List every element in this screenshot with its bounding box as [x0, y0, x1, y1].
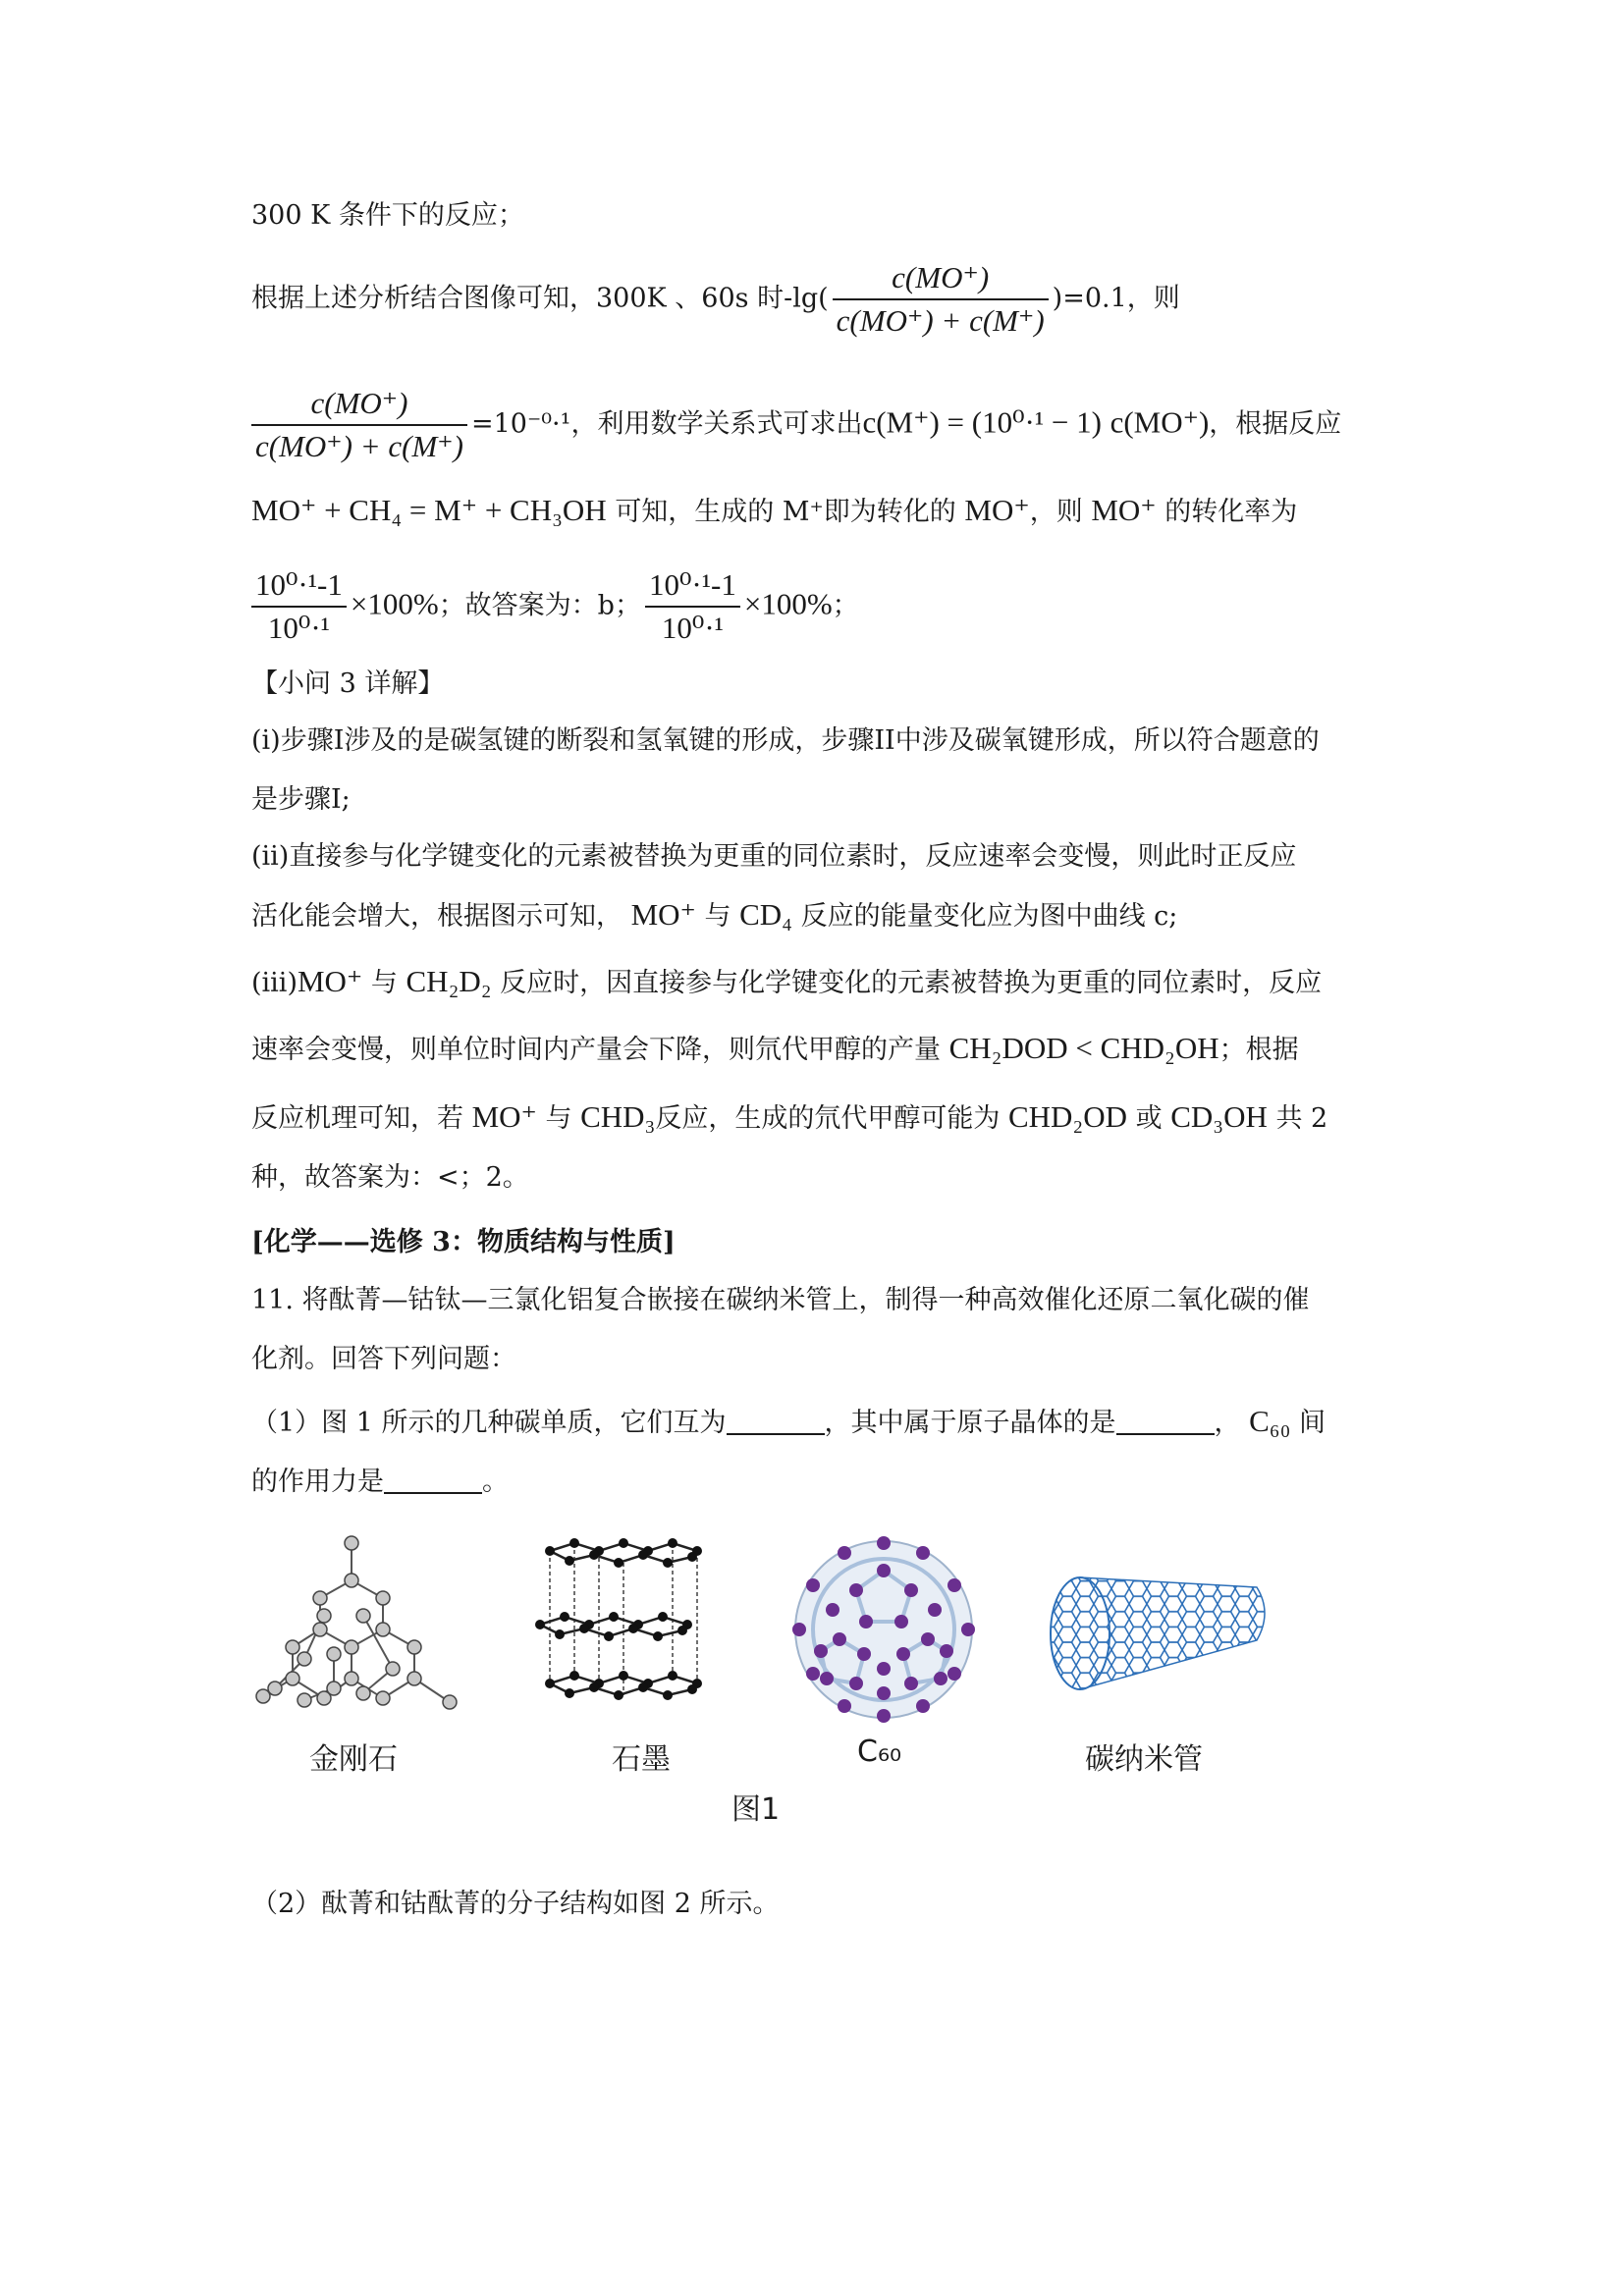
- formula: ×100%: [743, 586, 833, 621]
- text: 或: [1135, 1103, 1163, 1134]
- paragraph-lg-expression: [251, 257, 1180, 342]
- text: 反应时，因直接参与化学键变化的元素被替换为更重的同位素时，反应: [500, 968, 1323, 998]
- fraction-numerator: 10⁰·¹-1: [648, 567, 736, 602]
- text: 速率会变慢，则单位时间内产量会下降，则氘代甲醇的产量: [251, 1035, 941, 1065]
- fraction-numerator: 10⁰·¹-1: [255, 567, 343, 602]
- paragraph-step-ii-cont: [251, 895, 1177, 936]
- text: 可知，生成的 M⁺即为转化的: [615, 497, 956, 527]
- question-2: （2）酞菁和钴酞菁的分子结构如图 2 所示。: [251, 1889, 780, 1919]
- figure-label-graphite: 石墨: [612, 1742, 671, 1777]
- paragraph-ratio-equation: [251, 383, 1341, 467]
- text: 反应，生成的氘代甲醇可能为: [655, 1103, 1001, 1134]
- formula: MO⁺: [471, 1099, 537, 1134]
- text: 共 2: [1275, 1103, 1328, 1134]
- figure-caption: 图1: [731, 1792, 781, 1827]
- text: 活化能会增大，根据图示可知，: [251, 901, 623, 932]
- text: 的作用力是: [251, 1467, 384, 1497]
- question-1: [251, 1402, 1326, 1443]
- figure-label-c60: C₆₀: [857, 1735, 901, 1769]
- answer-blank[interactable]: [384, 1492, 482, 1494]
- formula: c(M⁺) = (10⁰·¹ − 1): [862, 404, 1102, 440]
- text: 的转化率为: [1164, 497, 1298, 527]
- formula: MO⁺: [1091, 493, 1157, 527]
- paragraph-reaction-condition: 300 K 条件下的反应；: [251, 200, 524, 231]
- question-11-intro-cont: 化剂。回答下列问题：: [251, 1344, 516, 1374]
- fraction-denominator: 10⁰·¹: [251, 606, 347, 649]
- fraction-denominator: c(MO⁺) + c(M⁺): [251, 424, 467, 467]
- graphite-structure-image: [520, 1522, 717, 1718]
- formula: CH₂DOD < CHD₂OH: [948, 1031, 1219, 1065]
- text-lead: 根据上述分析结合图像可知，300K 、60s 时-lg(: [251, 283, 829, 314]
- formula: MO⁺: [964, 493, 1030, 527]
- text: 与: [370, 968, 398, 998]
- text: ，其中属于原子晶体的是: [824, 1408, 1116, 1438]
- diamond-structure-image: [245, 1531, 481, 1728]
- paragraph-step-i: (i)步骤I涉及的是碳氢键的断裂和氢氧键的形成，步骤II中涉及碳氧键形成，所以符合题意的: [251, 725, 1320, 756]
- text-mid: =10⁻⁰·¹，利用数学关系式可求出: [471, 408, 863, 440]
- text: 间: [1299, 1408, 1326, 1438]
- paragraph-step-ii: (ii)直接参与化学键变化的元素被替换为更重的同位素时，反应速率会变慢，则此时正反应: [251, 841, 1297, 872]
- formula: CHD₂OD: [1007, 1099, 1128, 1134]
- text: ，则: [1029, 497, 1083, 527]
- fraction: [645, 564, 740, 649]
- formula: CHD₃: [580, 1099, 656, 1134]
- fraction-numerator: c(MO⁺): [892, 260, 990, 294]
- formula: MO⁺ + CH₄ = M⁺ + CH₃OH: [251, 493, 607, 527]
- formula: MO⁺: [297, 964, 363, 998]
- fraction: [251, 383, 467, 467]
- text: ，: [1214, 1408, 1241, 1438]
- answer-blank[interactable]: [727, 1433, 825, 1435]
- answer-blank[interactable]: [1116, 1433, 1215, 1435]
- text-tail: )=0.1，则: [1052, 283, 1180, 314]
- fraction-denominator: c(MO⁺) + c(M⁺): [833, 298, 1049, 342]
- text: 反应的能量变化应为图中曲线 c;: [800, 901, 1178, 932]
- text: 与: [545, 1103, 572, 1134]
- c60-structure-image: [785, 1531, 982, 1728]
- formula: CD₄: [739, 897, 792, 932]
- text: 。: [482, 1467, 509, 1497]
- figure-label-diamond: 金刚石: [309, 1742, 398, 1777]
- formula: CD₃OH: [1170, 1099, 1268, 1134]
- question-1-cont: [251, 1463, 509, 1502]
- figure-label-nanotube: 碳纳米管: [1085, 1742, 1203, 1777]
- question-11-intro: 11. 将酞菁—钴钛—三氯化铝复合嵌接在碳纳米管上，制得一种高效催化还原二氧化碳的催: [251, 1285, 1310, 1315]
- section-heading: [化学——选修 3：物质结构与性质]: [251, 1227, 676, 1257]
- heading-subquestion-3: 【小问 3 详解】: [251, 668, 445, 699]
- formula: ×100%: [350, 586, 439, 621]
- paragraph-step-iii: [251, 962, 1322, 1003]
- fraction: [251, 564, 347, 649]
- paragraph-step-i-cont: 是步骤I;: [251, 784, 351, 815]
- text: 反应机理可知，若: [251, 1103, 463, 1134]
- text: (iii): [251, 968, 298, 998]
- text: ；: [832, 590, 859, 621]
- paragraph-answer: 种，故答案为：<；2。: [251, 1162, 529, 1193]
- paragraph-reaction-equation: [251, 491, 1297, 532]
- paragraph-mechanism: [251, 1097, 1327, 1139]
- formula: C₆₀: [1249, 1404, 1291, 1438]
- formula: MO⁺: [630, 897, 696, 932]
- carbon-nanotube-image: [1041, 1566, 1276, 1703]
- text: 与: [704, 901, 731, 932]
- paragraph-step-iii-cont: [251, 1029, 1299, 1070]
- fraction: [833, 257, 1049, 342]
- formula: CH₂D₂: [406, 964, 492, 998]
- text: ；故答案为：b；: [438, 590, 641, 621]
- fraction-denominator: 10⁰·¹: [645, 606, 740, 649]
- fraction-numerator: c(MO⁺): [310, 386, 408, 420]
- formula: c(MO⁺): [1110, 404, 1210, 440]
- paragraph-conversion-rate: [251, 564, 859, 649]
- text-tail: ，根据反应: [1209, 408, 1342, 440]
- text: （1）图 1 所示的几种碳单质，它们互为: [251, 1408, 727, 1438]
- text: ；根据: [1218, 1035, 1299, 1065]
